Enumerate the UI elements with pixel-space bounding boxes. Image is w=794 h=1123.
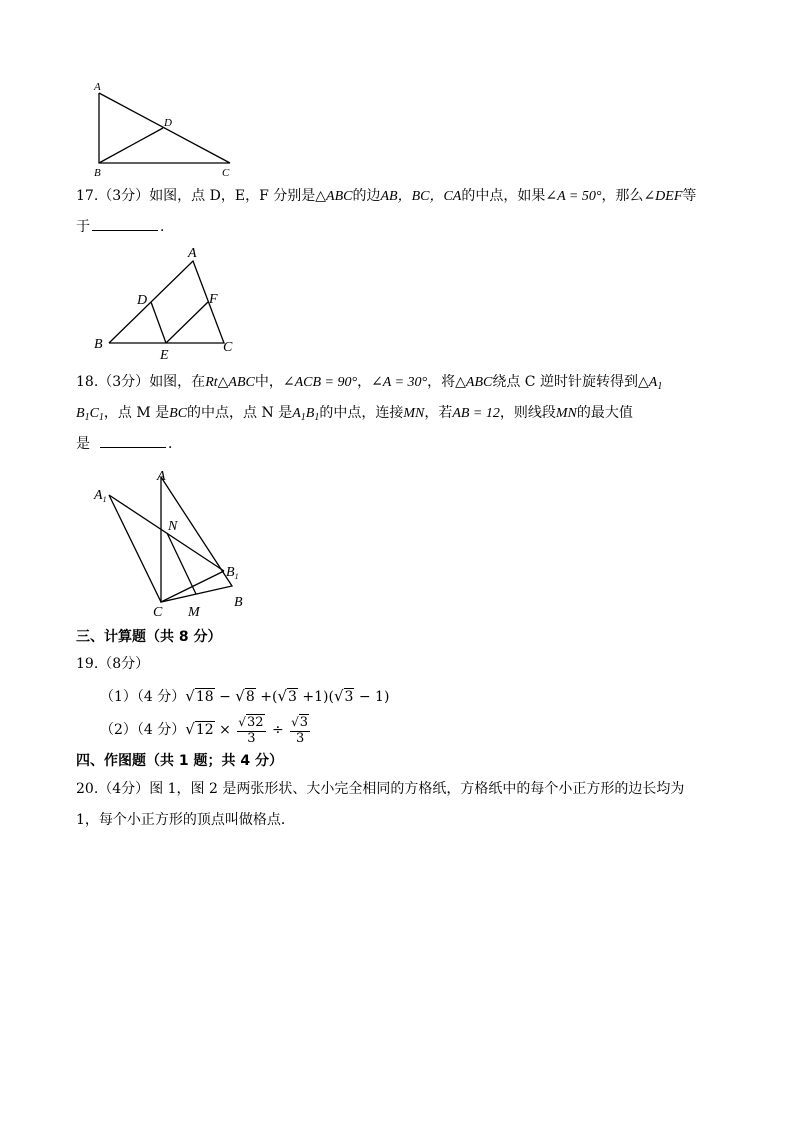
sqrt-icon: √ — [238, 715, 246, 729]
section-4-title: 四、作图题（共 1 题；共 4 分） — [76, 753, 283, 769]
q18-answer-blank[interactable] — [100, 446, 166, 448]
q18-line2-b: B — [76, 406, 85, 421]
q17-text-d: ，那么 — [601, 188, 644, 204]
q18-b1-sub: 1 — [314, 412, 320, 423]
q18-tri2 — [638, 375, 662, 390]
q18-bc: BC — [169, 406, 188, 421]
q17-tri: △ABC — [315, 189, 353, 204]
q19-p2-r1: 12 — [195, 722, 214, 738]
label-c: C — [223, 340, 233, 355]
q19-p1-minus: − — [214, 689, 236, 705]
q19-p1-r4: 3 — [344, 689, 354, 705]
figure-q17-svg — [90, 243, 250, 363]
q18-text-b: 中， — [254, 374, 283, 390]
label-b1-sub: 1 — [234, 572, 239, 581]
q18-line2-text-e: ，则线段 — [499, 405, 556, 421]
q18-text-a: 如图，在 — [149, 374, 206, 390]
q18-line2-text-b: 的中点，点 N 是 — [187, 405, 293, 421]
sqrt-icon: √ — [333, 687, 344, 705]
triangle-a1b1c-sides — [109, 495, 224, 602]
q20-line1-text: 图 1，图 2 是两张形状、大小完全相同的方格纸，方格纸中的每个小正方形的边长均为 — [149, 781, 685, 797]
q17-line1 — [76, 186, 696, 207]
q19-p1-r3: 3 — [288, 689, 297, 705]
label-m: M — [188, 605, 200, 620]
q17-line2 — [76, 217, 174, 237]
q18-line2-b-sub: 1 — [84, 412, 90, 423]
q18-a1-sub: 1 — [300, 412, 306, 423]
q19-number: 19. — [76, 656, 99, 672]
q19-p2-f2-num: 3 — [299, 715, 309, 730]
label-n: N — [168, 519, 178, 534]
q19-p2-times: × — [214, 722, 236, 738]
q19-p2-f1-num: 32 — [246, 715, 264, 730]
q17-text-b: 的边 — [352, 188, 381, 204]
q19-part1 — [100, 686, 389, 707]
q18-number: 18. — [76, 374, 99, 390]
q17-cond: ∠A = 50° — [545, 189, 602, 204]
q17-score: （3分） — [98, 188, 150, 204]
q19-p2-frac1 — [237, 714, 265, 746]
figure-q18 — [90, 465, 260, 625]
label-a: A — [94, 81, 101, 93]
q17-sides: AB，BC，CA — [380, 189, 462, 204]
q17-text-a: 如图，点 D，E，F 分别是 — [149, 188, 316, 204]
q18-line2-c-sub: 1 — [98, 412, 104, 423]
q19-p2-f1-den: 3 — [247, 731, 256, 746]
q18-text-c: ，将 — [427, 374, 456, 390]
label-c: C — [222, 167, 230, 179]
q19-p1-end: − 1) — [354, 689, 390, 705]
sqrt-icon: √ — [185, 687, 195, 705]
label-f: F — [209, 292, 218, 307]
segment-bd — [99, 128, 163, 163]
sqrt-icon: √ — [277, 687, 287, 705]
q18-cond: AB = 12 — [452, 406, 500, 421]
q20-line1 — [76, 779, 684, 799]
q18-mn2: MN — [555, 406, 577, 421]
sqrt-icon: √ — [235, 687, 245, 705]
q18-line2 — [76, 403, 633, 428]
q19-p1-mid: +1)( — [297, 689, 334, 705]
segment-ef — [166, 302, 208, 343]
figure-q17 — [90, 243, 250, 363]
q17-number: 17. — [76, 188, 99, 204]
label-b1-letter: B — [226, 565, 235, 580]
q18-text-d: 绕点 C 逆时针旋转得到 — [492, 374, 638, 390]
label-d: D — [164, 117, 172, 129]
sqrt-icon: √ — [185, 720, 195, 738]
sqrt-icon: √ — [291, 715, 299, 729]
q18-line2-text-f: 的最大值 — [576, 405, 633, 421]
q18-b1c1 — [76, 406, 104, 421]
label-e: E — [160, 348, 169, 363]
label-a1 — [93, 488, 107, 504]
q17-line2-a: 于 — [76, 219, 90, 235]
q19-p2-div: ÷ — [267, 722, 289, 738]
q18-score: （3分） — [98, 374, 150, 390]
triangle-abc — [161, 477, 232, 602]
label-a: A — [188, 246, 197, 261]
label-a1-letter: A — [94, 488, 103, 503]
q18-mn: MN — [403, 406, 425, 421]
q17-ask: ∠DEF — [643, 189, 683, 204]
figure-q16 — [90, 80, 240, 180]
q17-line2-end: ． — [160, 219, 174, 235]
q19-p1-label: （1）（4 分） — [100, 689, 186, 705]
q18-line1 — [76, 372, 662, 397]
q19-p1-r2: 8 — [245, 689, 255, 705]
q20-line2-text: 1，每个小正方形的顶点叫做格点． — [76, 812, 295, 828]
q19-part2 — [100, 714, 312, 746]
q18-line3 — [76, 434, 182, 454]
q19-header — [76, 654, 149, 674]
q20-line2 — [76, 810, 295, 830]
q19-p2-label: （2）（4 分） — [100, 722, 186, 738]
label-a1-sub: 1 — [102, 495, 107, 504]
q18-a1b1 — [292, 406, 319, 421]
segment-de — [151, 302, 166, 343]
q19-p1-r1: 18 — [195, 689, 214, 705]
q18-sep1: ， — [357, 374, 372, 390]
q18-line3-end: ． — [168, 436, 182, 452]
q18-tri2-sub: 1 — [657, 381, 663, 392]
q18-tri2-prefix: △A — [637, 375, 658, 390]
q19-score: （8分） — [98, 656, 150, 672]
q18-line2-text-c: 的中点，连接 — [319, 405, 404, 421]
figure-q16-svg — [90, 80, 240, 180]
q18-b1: B — [305, 406, 315, 421]
triangle-abc — [109, 261, 224, 343]
q18-rt: Rt△ABC — [205, 375, 255, 390]
q19-p2-frac2 — [290, 714, 310, 746]
q17-text-e: 等 — [682, 188, 697, 204]
q20-number: 20. — [76, 781, 99, 797]
label-b: B — [94, 337, 103, 352]
q18-line2-text-a: ，点 M 是 — [103, 405, 170, 421]
label-d: D — [137, 293, 148, 308]
label-b1 — [226, 565, 239, 581]
section-3-title: 三、计算题（共 8 分） — [76, 629, 222, 645]
label-b: B — [94, 167, 101, 179]
label-c: C — [153, 605, 163, 620]
q18-tri: △ABC — [455, 375, 493, 390]
q18-c1: ∠ACB = 90° — [282, 375, 358, 390]
q18-line2-c: C — [89, 406, 99, 421]
label-b: B — [234, 595, 243, 610]
q18-c2: ∠A = 30° — [371, 375, 428, 390]
q18-line2-text-d: ，若 — [424, 405, 453, 421]
segment-a1b1 — [109, 495, 224, 571]
q17-answer-blank[interactable] — [92, 229, 158, 231]
q19-p2-f2-den: 3 — [295, 731, 305, 746]
q20-score: （4分） — [98, 781, 150, 797]
label-a: A — [157, 469, 166, 484]
q19-p1-plus: +( — [255, 689, 278, 705]
figure-q18-svg — [90, 465, 260, 625]
q18-line3-a: 是 — [76, 436, 90, 452]
q18-a1: A — [292, 406, 301, 421]
q17-text-c: 的中点，如果 — [461, 188, 546, 204]
